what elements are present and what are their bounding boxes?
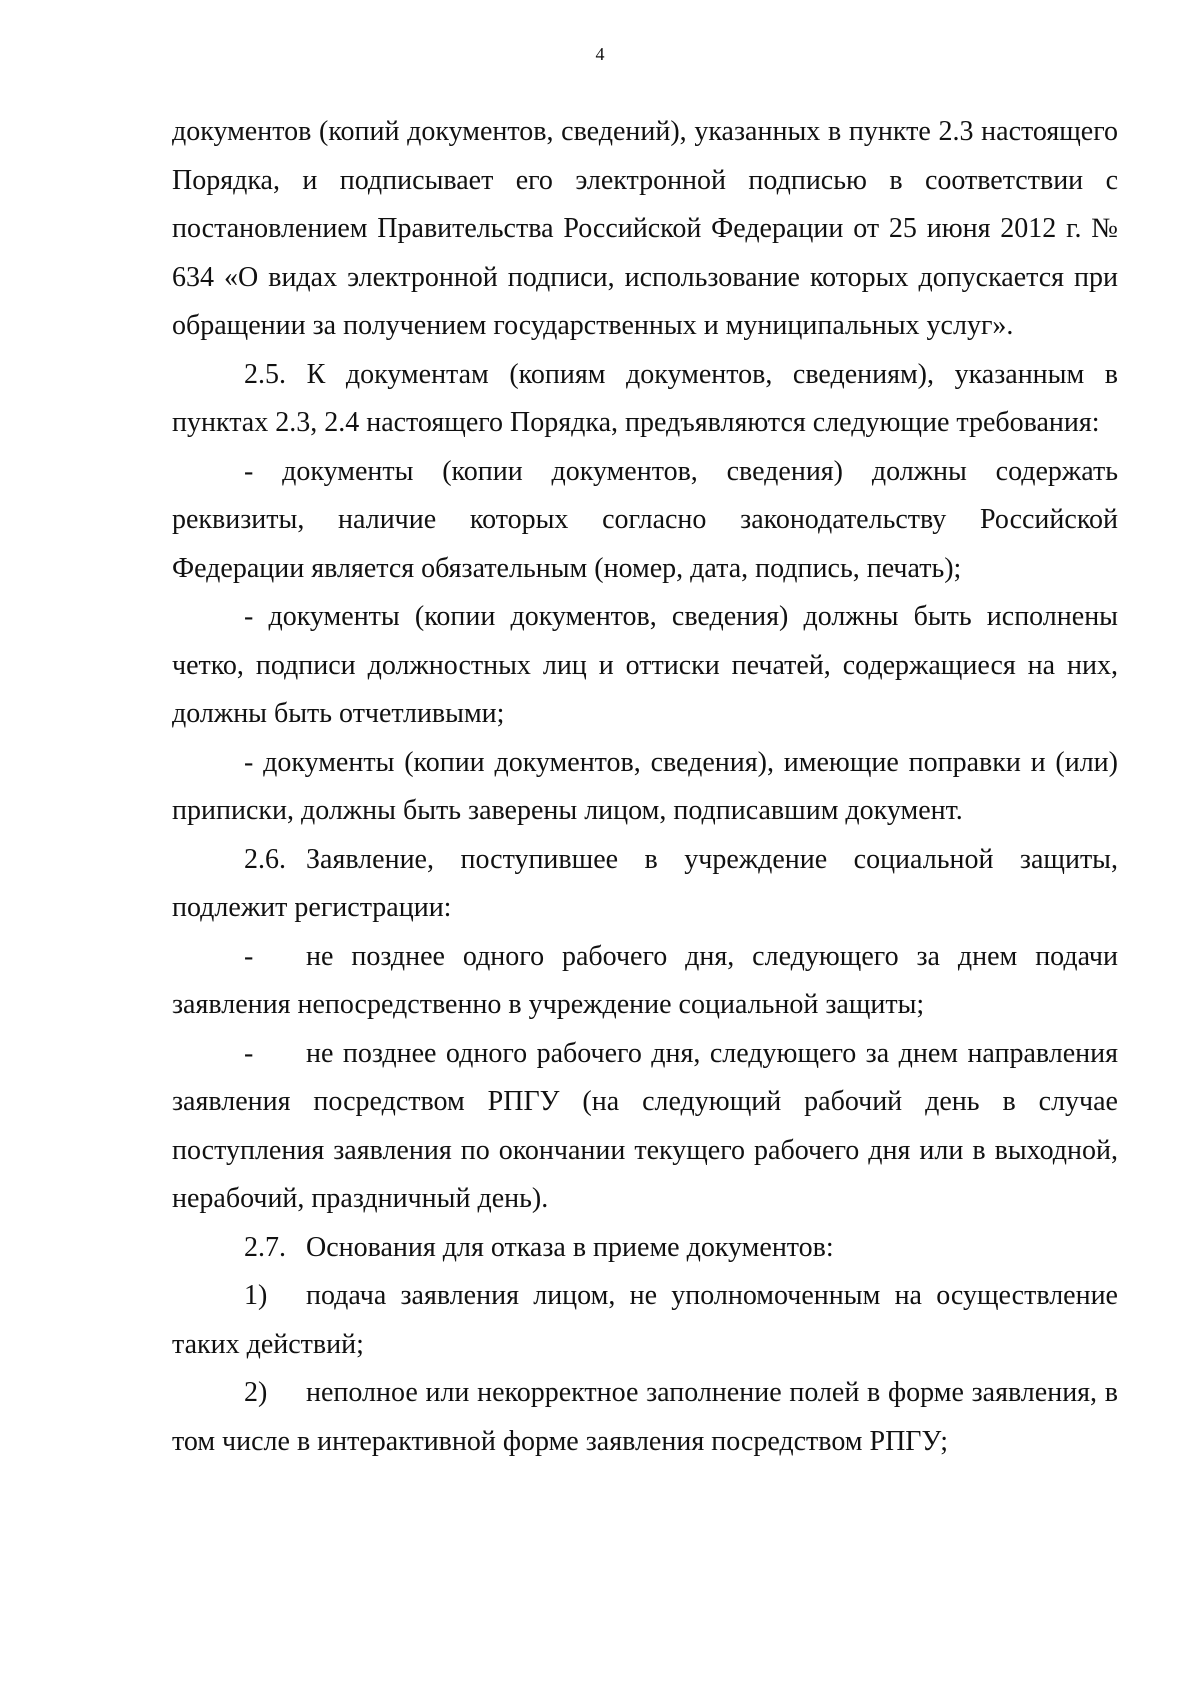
registration-item-1 (172, 933, 1118, 1030)
item-text: не позднее одного рабочего дня, следующего за днем подачи заявления непосредственно в учреждение социальной защиты; (172, 940, 1118, 1020)
dash-marker: - (244, 940, 254, 972)
paragraph-2-6 (172, 836, 1118, 933)
item-text: неполное или некорректное заполнение полей в форме заявления, в том числе в интерактивной форме заявления посредством РПГУ; (172, 1377, 1118, 1457)
requirement-item-3: - документы (копии документов, сведения), имеющие поправки и (или) приписки, должны быть заверены лицом, подписавшим документ. (172, 746, 1118, 826)
page-number: 4 (595, 44, 605, 64)
refusal-item-1 (172, 1272, 1118, 1369)
registration-item-2 (172, 1030, 1118, 1224)
requirement-item-1: - документы (копии документов, сведения) должны содержать реквизиты, наличие которых согласно законодательству Российской Федерации является обязательным (номер, дата, подпись, печать); (172, 455, 1118, 584)
item-number: 2) (244, 1377, 268, 1408)
paragraph-number: 2.6. (244, 843, 286, 875)
paragraph-text: Основания для отказа в приеме документов: (306, 1231, 834, 1263)
item-number: 1) (244, 1280, 268, 1311)
paragraph-text: Заявление, поступившее в учреждение социальной защиты, подлежит регистрации: (172, 843, 1118, 923)
refusal-item-2 (172, 1369, 1118, 1466)
paragraph-2-7 (172, 1224, 1118, 1273)
paragraph-2-5: 2.5. К документам (копиям документов, сведениям), указанным в пунктах 2.3, 2.4 настоящего Порядка, предъявляются следующие требования: (172, 358, 1118, 438)
item-text: не позднее одного рабочего дня, следующего за днем направления заявления посредством РПГУ (на следующий рабочий день в случае поступления заявления по окончании текущего рабочего дня или в выходной, нерабочий, праздничный день). (172, 1037, 1118, 1214)
item-text: подача заявления лицом, не уполномоченным на осуществление таких действий; (172, 1280, 1118, 1360)
paragraph-number: 2.7. (244, 1231, 286, 1263)
document-body (172, 108, 1118, 1466)
paragraph-continuation: документов (копий документов, сведений), указанных в пункте 2.3 настоящего Порядка, и подписывает его электронной подписью в соответствии с постановлением Правительства Российской Федерации от 25 июня 2012 г. № 634 «О видах электронной подписи, использование которых допускается при обращении за получением государственных и муниципальных услуг». (172, 116, 1118, 341)
dash-marker: - (244, 1037, 254, 1069)
requirement-item-2: - документы (копии документов, сведения) должны быть исполнены четко, подписи должностных лиц и оттиски печатей, содержащиеся на них, должны быть отчетливыми; (172, 601, 1118, 729)
